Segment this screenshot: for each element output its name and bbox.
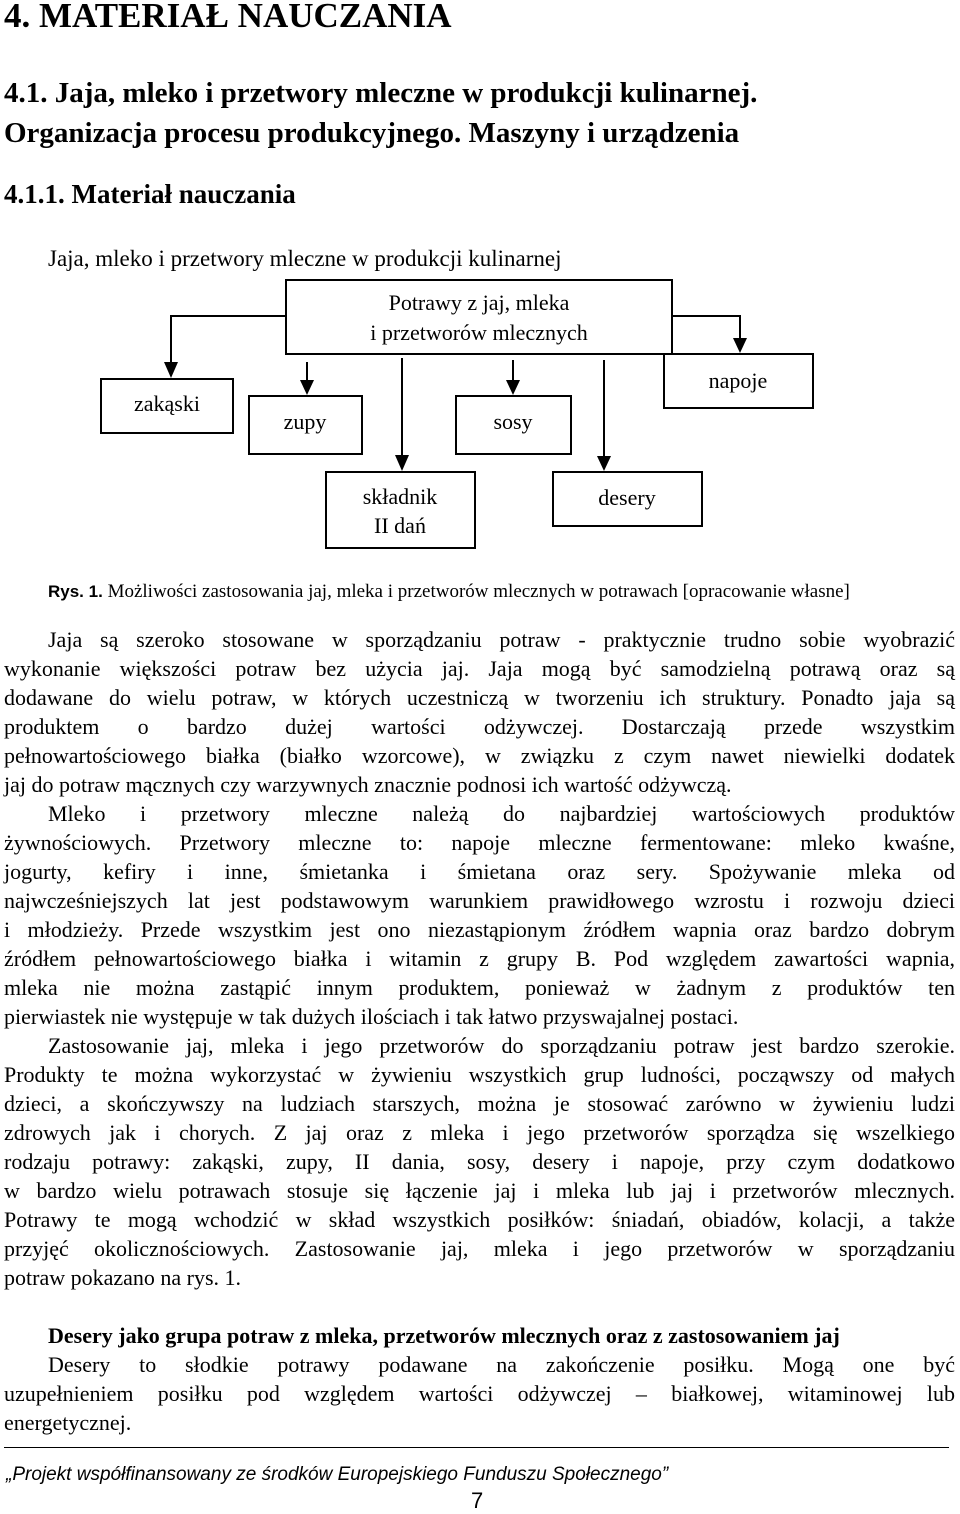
chapter-heading: 4. MATERIAŁ NAUCZANIA <box>4 0 452 35</box>
footer-divider <box>4 1447 949 1448</box>
connector-napoje <box>672 316 740 338</box>
body-line: Potrawy te mogą wchodzić w skład wszystkich posiłków: śniadań, obiadów, kolacji, a także <box>4 1207 955 1232</box>
diagram-title: Jaja, mleko i przetwory mleczne w produkcji kulinarnej <box>48 246 562 271</box>
connector-zakaski <box>171 316 286 362</box>
body-line: produktem o bardzo dużej wartości odżywczej. Dostarczają przede wszystkim <box>4 714 955 739</box>
subsection-heading: 4.1.1. Materiał nauczania <box>4 179 296 209</box>
skladnik-label-line-1: składnik <box>362 484 438 509</box>
body-line: jogurty, kefiry i inne, śmietanka i śmietana oraz sery. Spożywanie mleka od <box>4 859 955 884</box>
zakaski-label: zakąski <box>134 391 200 416</box>
skladnik-label-line-2: II dań <box>374 513 426 538</box>
body-line: źródłem pełnowartościowego białka i witamin z grupy B. Pod względem zawartości wapnia, <box>4 946 955 971</box>
desery-line: Desery to słodkie potrawy podawane na zakończenie posiłku. Mogą one być <box>48 1352 955 1377</box>
body-line: Mleko i przetwory mleczne należą do najbardziej wartościowych produktów <box>48 801 955 826</box>
food-uses-diagram <box>0 270 960 560</box>
body-line: Produkty te można wykorzystać w żywieniu wszystkich grup ludności, począwszy od małych <box>4 1062 955 1087</box>
page-number: 7 <box>471 1488 484 1513</box>
desery-line: energetycznej. <box>4 1410 132 1435</box>
desery-heading: Desery jako grupa potraw z mleka, przetworów mlecznych oraz z zastosowaniem jaj <box>48 1323 840 1348</box>
footer-text: „Projekt współfinansowany ze środków Europejskiego Funduszu Społecznego” <box>6 1464 669 1485</box>
arrowhead-sosy <box>506 380 520 395</box>
napoje-label: napoje <box>708 368 768 393</box>
sosy-label: sosy <box>493 409 533 434</box>
body-line: w bardzo wielu potrawach stosuje się łączenie jaj i mleka lub jaj i przetworów mlecznych. <box>4 1178 955 1203</box>
figure-label: Rys. 1. <box>48 582 103 601</box>
arrowhead-skladnik <box>395 455 409 471</box>
figure-caption-text: Możliwości zastosowania jaj, mleka i przetworów mlecznych w potrawach [opracowanie własne] <box>102 581 850 602</box>
arrowhead-napoje <box>733 338 747 353</box>
body-line: żywnościowych. Przetwory mleczne to: napoje mleczne fermentowane: mleko kwaśne, <box>4 830 955 855</box>
body-line: jaj do potraw mącznych czy warzywnych znacznie podnosi ich wartość odżywczą. <box>4 772 732 797</box>
body-line: pełnowartościowego białka (białko wzorcowe), w związku z czym nawet niewielki dodatek <box>4 743 955 768</box>
body-line: dzieci, a skończywszy na ludziach starszych, można je stosować zarówno w żywieniu ludzi <box>4 1091 955 1116</box>
body-line: Zastosowanie jaj, mleka i jego przetworów do sporządzaniu potraw jest bardzo szerokie. <box>48 1033 955 1058</box>
figure-caption <box>48 578 850 606</box>
desery-label: desery <box>598 485 656 510</box>
body-line: mleka nie można zastąpić innym produktem, ponieważ w żadnym z produktów ten <box>4 975 955 1000</box>
body-line: najwcześniejszych lat jest podstawowym warunkiem prawidłowego wzrostu i rozwoju dzieci <box>4 888 955 913</box>
body-line: dodawane do wielu potraw, w których uczestniczą w tworzeniu ich struktury. Ponadto jaja są <box>4 685 955 710</box>
arrowhead-zakaski <box>164 362 178 378</box>
desery-line: uzupełnieniem posiłku pod względem wartości odżywczej – białkowej, witaminowej lub <box>4 1381 955 1406</box>
body-line: i młodzieży. Przede wszystkim jest ono niezastąpionym źródłem wapnia oraz bardzo dobrym <box>4 917 955 942</box>
body-line: pierwiastek nie występuje w tak dużych ilościach i tak łatwo przyswajalnej postaci. <box>4 1004 739 1029</box>
body-line: przyjęć okolicznościowych. Zastosowanie jaj, mleka i jego przetworów w sporządzaniu <box>4 1236 955 1261</box>
body-line: rodzaju potrawy: zakąski, zupy, II dania, sosy, desery i napoje, przy czym dodatkowo <box>4 1149 955 1174</box>
root-label-line-2: i przetworów mlecznych <box>370 320 588 345</box>
arrowhead-desery <box>597 456 611 471</box>
section-heading-line-1: 4.1. Jaja, mleko i przetwory mleczne w produkcji kulinarnej. <box>4 77 758 109</box>
section-heading-line-2: Organizacja procesu produkcyjnego. Maszyny i urządzenia <box>4 117 740 149</box>
body-line: wykonanie większości potraw bez użycia jaj. Jaja mogą być samodzielną potrawą oraz są <box>4 656 955 681</box>
zupy-label: zupy <box>283 409 327 434</box>
root-label-line-1: Potrawy z jaj, mleka <box>388 290 570 315</box>
body-line: zdrowych jak i chorych. Z jaj oraz z mleka i jego przetworów sporządza się wszelkiego <box>4 1120 955 1145</box>
body-line: potraw pokazano na rys. 1. <box>4 1265 242 1290</box>
body-line: Jaja są szeroko stosowane w sporządzaniu potraw - praktycznie trudno sobie wyobrazić <box>48 627 955 652</box>
arrowhead-zupy <box>300 380 314 395</box>
